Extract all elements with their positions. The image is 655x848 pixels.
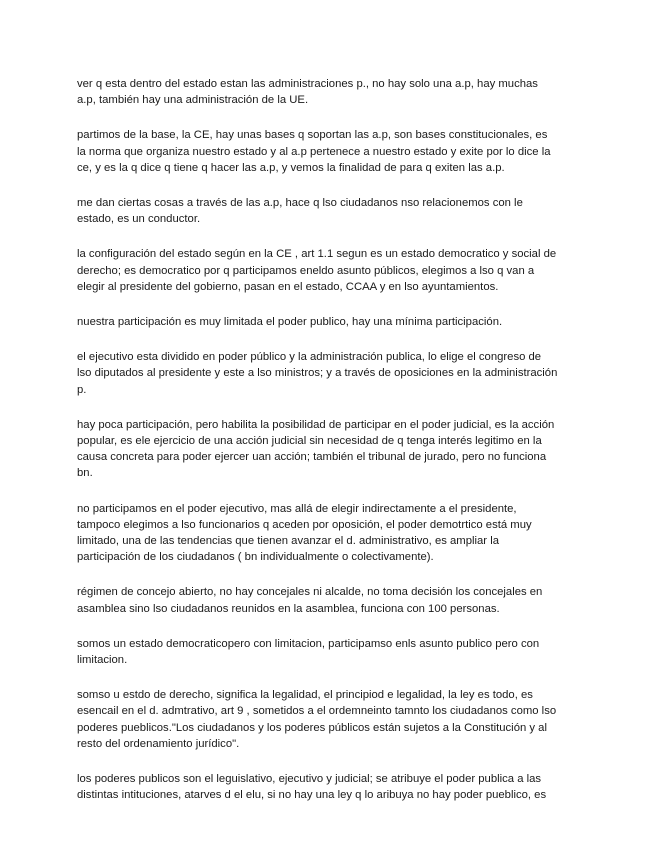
text-line: tampoco elegimos a lso funcionarios q aceden por oposición, el poder demotrtico está muy	[77, 518, 532, 531]
text-line: nuestra participación es muy limitada el poder publico, hay una mínima participación.	[77, 316, 503, 329]
text-line: participación de los ciudadanos ( bn individualmente o colectivamente).	[77, 551, 434, 564]
text-line: ver q esta dentro del estado estan las administraciones p., no hay solo una a.p, hay muchas	[77, 78, 538, 90]
text-line: somos un estado democraticopero con limitacion, participamso enls asunto publico pero con	[77, 637, 540, 650]
text-line: partimos de la base, la CE, hay unas bases q soportan las a.p, son bases constitucionales, es	[77, 129, 548, 142]
text-line: lso diputados al presidente y este a lso ministros; y a través de oposiciones en la administración	[77, 367, 558, 380]
paragraph	[77, 636, 577, 668]
text-line: bn.	[77, 467, 93, 480]
paragraph	[77, 687, 577, 752]
text-line: la configuración del estado según en la CE , art 1.1 segun es un estado democratico y social de	[77, 248, 557, 261]
document-body	[77, 76, 577, 823]
paragraph	[77, 246, 577, 295]
paragraph	[77, 584, 577, 616]
text-line: somso u estdo de derecho, significa la legalidad, el principiod e legalidad, la ley es todo, es	[77, 689, 533, 702]
text-line: popular, es ele ejercicio de una acción judicial sin necesidad de q tenga interés legitimo en la	[77, 435, 542, 448]
text-line: resto del ordenamiento jurídico".	[77, 737, 240, 750]
text-line: causa concreta para poder ejercer uan acción; también el tribunal de jurado, pero no funciona	[77, 451, 547, 464]
text-line: me dan ciertas cosas a través de las a.p, hace q lso ciudadanos nso relacionemos con le	[77, 197, 523, 210]
text-line: la norma que organiza nuestro estado y al a.p pertenece a nuestro estado y exite por lo dice la	[77, 145, 551, 158]
paragraph	[77, 771, 577, 803]
paragraph	[77, 314, 577, 330]
text-line: esencail en el d. admtrativo, art 9 , sometidos a el ordemneinto tamnto los ciudadanos como lso	[77, 705, 557, 718]
text-line: los poderes publicos son el leguislativo, ejecutivo y judicial; se atribuye el poder publica a las	[77, 773, 542, 786]
text-line: ce, y es la q dice q tiene q hacer las a.p, y vemos la finalidad de para q exiten las a.p.	[77, 161, 505, 174]
text-line: poderes pueblicos."Los ciudadanos y los poderes públicos están sujetos a la Constitución y al	[77, 721, 547, 734]
text-line: limitado, una de las tendencias que tienen avanzar el d. administrativo, es ampliar la	[77, 535, 499, 548]
text-line: p.	[77, 383, 87, 396]
paragraph	[77, 349, 577, 398]
text-line: estado, es un conductor.	[77, 213, 201, 226]
text-line: derecho; es democratico por q participamos eneldo asunto públicos, elegimos a lso q van a	[77, 264, 535, 277]
paragraph	[77, 501, 577, 566]
paragraph	[77, 195, 577, 227]
paragraph	[77, 76, 577, 108]
text-line: no participamos en el poder ejecutivo, mas allá de elegir indirectamente a el presidente,	[77, 502, 517, 515]
text-line: distintas intituciones, atarves d el elu, si no hay una ley q lo aribuya no hay poder pueblico, es	[77, 789, 547, 802]
text-line: régimen de concejo abierto, no hay concejales ni alcalde, no toma decisión los concejales en	[77, 586, 543, 599]
text-line: el ejecutivo esta dividido en poder público y la administración publica, lo elige el congreso de	[77, 351, 542, 364]
paragraph	[77, 127, 577, 176]
text-line: asamblea sino lso ciudadanos reunidos en la asamblea, funciona con 100 personas.	[77, 602, 500, 615]
text-line: hay poca participación, pero habilita la posibilidad de participar en el poder judicial, es la acción	[77, 418, 555, 431]
text-line: limitacion.	[77, 654, 128, 667]
paragraph	[77, 417, 577, 482]
text-line: a.p, también hay una administración de la UE.	[77, 94, 309, 107]
text-line: elegir al presidente del gobierno, pasan en el estado, CCAA y en lso ayuntamientos.	[77, 280, 499, 293]
